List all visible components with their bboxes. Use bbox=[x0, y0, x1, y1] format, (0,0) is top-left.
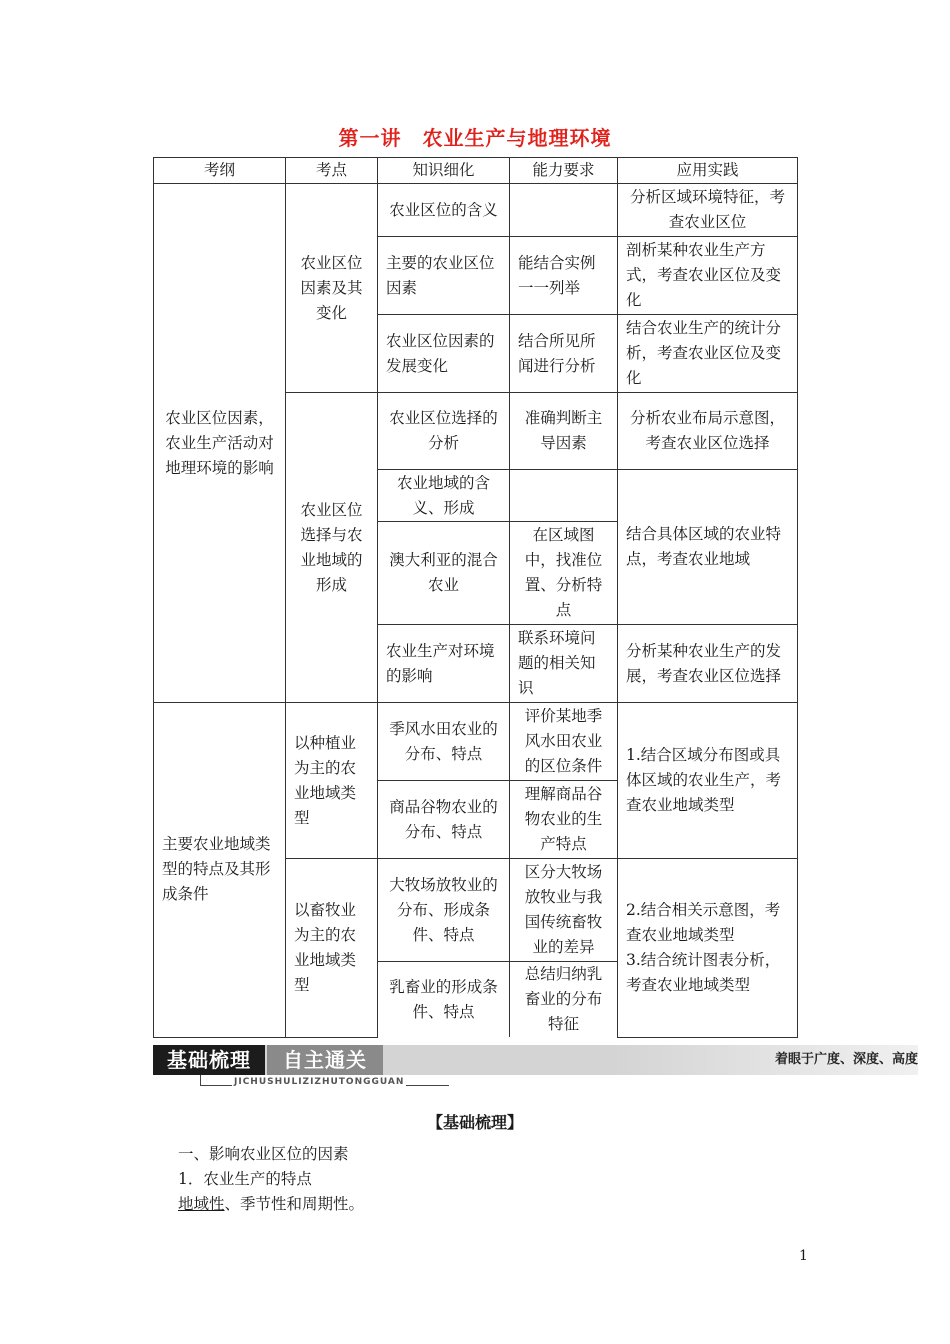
knowledge-cell: 农业区位的含义 bbox=[378, 184, 510, 237]
topic-cell: 农业区位因素及其变化 bbox=[286, 184, 378, 393]
topic-cell: 农业区位选择与农业地域的形成 bbox=[286, 393, 378, 703]
practice-cell bbox=[618, 859, 798, 1038]
body-paragraph bbox=[178, 1192, 364, 1214]
syllabus-cell: 主要农业地域类型的特点及其形成条件 bbox=[154, 703, 286, 1038]
practice-cell: 1.结合区域分布图或具体区域的农业生产，考查农业地域类型 bbox=[618, 703, 798, 859]
topic-cell: 以畜牧业为主的农业地域类型 bbox=[286, 859, 378, 1038]
practice-cell: 结合具体区域的农业特点，考查农业地域 bbox=[618, 470, 798, 625]
topic-cell: 以种植业为主的农业地域类型 bbox=[286, 703, 378, 859]
fill-in-answer: 地域性 bbox=[178, 1195, 225, 1213]
table-row bbox=[154, 703, 798, 781]
knowledge-cell: 主要的农业区位因素 bbox=[378, 237, 510, 315]
body-text: 、季节性和周期性。 bbox=[224, 1195, 365, 1213]
practice-cell: 分析区域环境特征，考查农业区位 bbox=[618, 184, 798, 237]
practice-cell: 剖析某种农业生产方式，考查农业区位及变化 bbox=[618, 237, 798, 315]
section-banner bbox=[153, 1045, 918, 1075]
ability-cell: 评价某地季风水田农业的区位条件 bbox=[510, 703, 618, 781]
table-header-row bbox=[154, 158, 798, 184]
banner-title-grey: 自主通关 bbox=[267, 1045, 383, 1075]
knowledge-cell: 澳大利亚的混合农业 bbox=[378, 522, 510, 625]
knowledge-cell: 农业地域的含义、形成 bbox=[378, 470, 510, 522]
knowledge-cell: 农业生产对环境的影响 bbox=[378, 625, 510, 703]
practice-line: 3.结合统计图表分析，考查农业地域类型 bbox=[626, 950, 781, 994]
ability-cell: 联系环境问题的相关知识 bbox=[510, 625, 618, 703]
knowledge-cell: 农业区位选择的分析 bbox=[378, 393, 510, 470]
syllabus-cell: 农业区位因素，农业生产活动对地理环境的影响 bbox=[154, 184, 286, 703]
header-cell: 能力要求 bbox=[510, 158, 618, 184]
ability-cell: 准确判断主导因素 bbox=[510, 393, 618, 470]
ability-cell: 结合所见所闻进行分析 bbox=[510, 315, 618, 393]
table-row bbox=[154, 184, 798, 237]
ability-cell: 理解商品谷物农业的生产特点 bbox=[510, 781, 618, 859]
heading-level-2: 1．农业生产的特点 bbox=[178, 1170, 312, 1188]
ability-cell: 在区域图中，找准位置、分析特点 bbox=[510, 522, 618, 625]
banner-title-dark: 基础梳理 bbox=[153, 1045, 265, 1075]
header-cell: 考点 bbox=[286, 158, 378, 184]
banner-slogan: 着眼于广度、深度、高度 bbox=[774, 1052, 918, 1067]
knowledge-cell: 农业区位因素的发展变化 bbox=[378, 315, 510, 393]
banner-pinyin: JICHUSHULIZIZHUTONGGUAN bbox=[234, 1077, 405, 1087]
exam-outline-table bbox=[153, 157, 798, 1038]
knowledge-cell: 季风水田农业的分布、特点 bbox=[378, 703, 510, 781]
header-cell: 知识细化 bbox=[378, 158, 510, 184]
header-cell: 应用实践 bbox=[618, 158, 798, 184]
page-title: 第一讲 农业生产与地理环境 bbox=[338, 126, 612, 150]
ability-cell: 总结归纳乳畜业的分布特征 bbox=[510, 962, 618, 1038]
knowledge-cell: 乳畜业的形成条件、特点 bbox=[378, 962, 510, 1038]
page-number: 1 bbox=[799, 1248, 808, 1264]
practice-cell: 分析某种农业生产的发展，考查农业区位选择 bbox=[618, 625, 798, 703]
header-cell: 考纲 bbox=[154, 158, 286, 184]
ability-cell bbox=[510, 184, 618, 237]
knowledge-cell: 商品谷物农业的分布、特点 bbox=[378, 781, 510, 859]
practice-cell: 结合农业生产的统计分析，考查农业区位及变化 bbox=[618, 315, 798, 393]
ability-cell bbox=[510, 470, 618, 522]
section-heading: 【基础梳理】 bbox=[426, 1113, 523, 1132]
practice-line: 2.结合相关示意图，考查农业地域类型 bbox=[626, 900, 781, 944]
ability-cell: 区分大牧场放牧业与我国传统畜牧业的差异 bbox=[510, 859, 618, 962]
knowledge-cell: 大牧场放牧业的分布、形成条件、特点 bbox=[378, 859, 510, 962]
ability-cell: 能结合实例一一列举 bbox=[510, 237, 618, 315]
practice-cell: 分析农业布局示意图，考查农业区位选择 bbox=[618, 393, 798, 470]
heading-level-1: 一、影响农业区位的因素 bbox=[178, 1145, 349, 1163]
